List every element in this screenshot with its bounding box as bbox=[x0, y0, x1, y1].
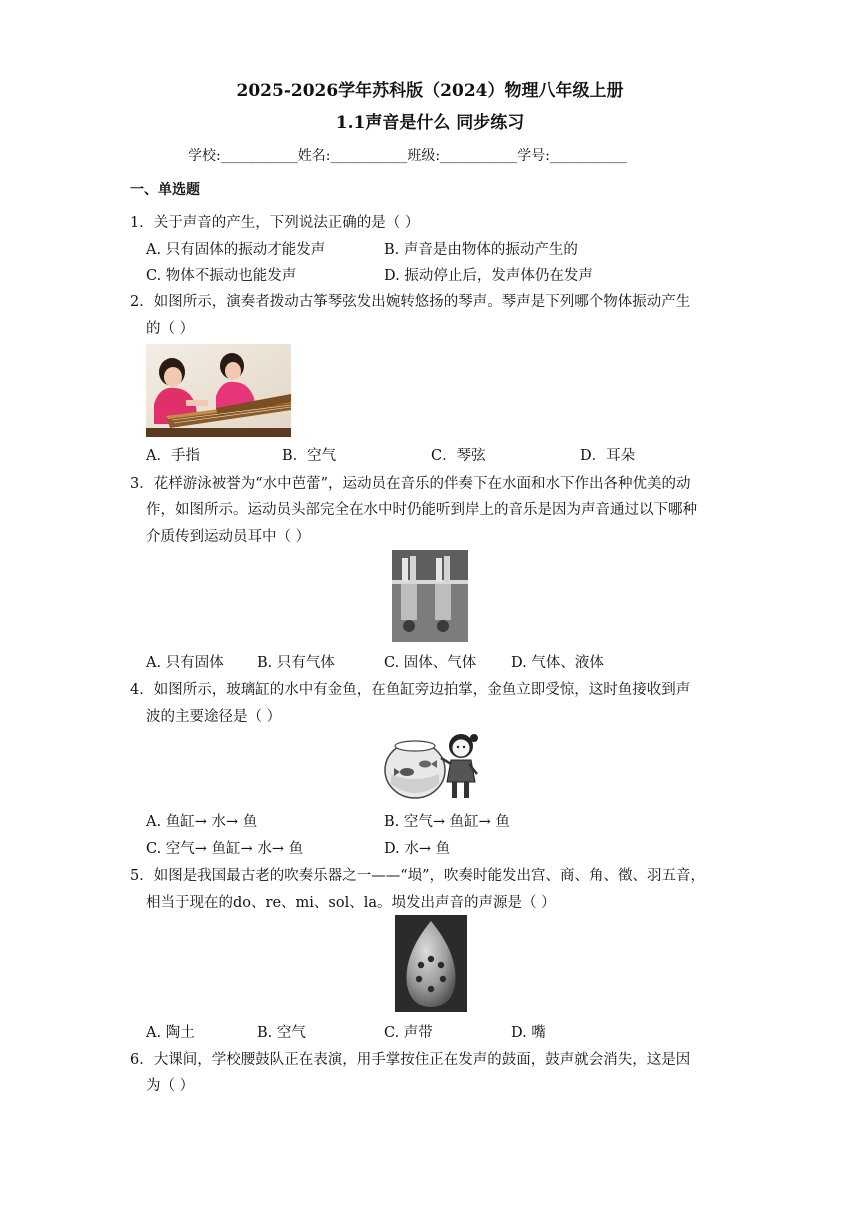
q1-option-b[interactable]: B. 声音是由物体的振动产生的 bbox=[384, 242, 578, 258]
question-6-stem-line1: 6．大课间，学校腰鼓队正在表演，用手掌按住正在发声的鼓面，鼓声就会消失，这是因 bbox=[130, 1052, 691, 1068]
q1-option-a[interactable]: A. 只有固体的振动才能发声 bbox=[146, 242, 326, 258]
q4-option-c[interactable]: C. 空气→ 鱼缸→ 水→ 鱼 bbox=[146, 841, 304, 857]
q4-option-b[interactable]: B. 空气→ 鱼缸→ 鱼 bbox=[384, 814, 510, 830]
q5-option-a[interactable]: A. 陶土 bbox=[146, 1025, 195, 1041]
q2-option-b[interactable]: B．空气 bbox=[282, 448, 337, 464]
q3-option-b[interactable]: B. 只有气体 bbox=[257, 655, 335, 671]
q1-option-d[interactable]: D. 振动停止后，发声体仍在发声 bbox=[384, 268, 593, 284]
question-4-stem-line2: 波的主要途径是（ ） bbox=[146, 709, 282, 725]
q4-option-a[interactable]: A. 鱼缸→ 水→ 鱼 bbox=[146, 814, 258, 830]
student-info-line: 学校:___________姓名:___________班级:___________学号:___________ bbox=[188, 148, 627, 164]
guzheng-players-image bbox=[146, 344, 291, 437]
q3-option-c[interactable]: C. 固体、气体 bbox=[384, 655, 477, 671]
synchronized-swimming-image bbox=[392, 550, 468, 642]
q3-option-a[interactable]: A. 只有固体 bbox=[146, 655, 224, 671]
question-6-stem-line2: 为（ ） bbox=[146, 1078, 195, 1094]
goldfish-bowl-image bbox=[381, 724, 481, 806]
question-3-stem-line1: 3．花样游泳被誉为“水中芭蕾”，运动员在音乐的伴奏下在水面和水下作出各种优美的动 bbox=[130, 476, 691, 492]
question-4-stem-line1: 4．如图所示，玻璃缸的水中有金鱼，在鱼缸旁边拍掌，金鱼立即受惊，这时鱼接收到声 bbox=[130, 682, 691, 698]
q4-option-d[interactable]: D. 水→ 鱼 bbox=[384, 841, 451, 857]
q5-option-b[interactable]: B. 空气 bbox=[257, 1025, 306, 1041]
q5-option-c[interactable]: C. 声带 bbox=[384, 1025, 433, 1041]
question-3-stem-line3: 介质传到运动员耳中（ ） bbox=[146, 529, 311, 545]
q2-option-a[interactable]: A．手指 bbox=[146, 448, 200, 464]
q3-option-d[interactable]: D. 气体、液体 bbox=[511, 655, 604, 671]
question-1-stem: 1．关于声音的产生，下列说法正确的是（ ） bbox=[130, 215, 420, 231]
question-2-stem-line2: 的（ ） bbox=[146, 321, 195, 337]
q5-option-d[interactable]: D. 嘴 bbox=[511, 1025, 546, 1041]
xun-instrument-image bbox=[395, 915, 467, 1012]
question-5-stem-line1: 5．如图是我国最古老的吹奏乐器之一——“埙”，吹奏时能发出宫、商、角、徵、羽五音， bbox=[130, 868, 706, 884]
question-3-stem-line2: 作，如图所示。运动员头部完全在水中时仍能听到岸上的音乐是因为声音通过以下哪种 bbox=[146, 502, 697, 518]
q2-option-d[interactable]: D．耳朵 bbox=[580, 448, 636, 464]
question-2-stem-line1: 2．如图所示，演奏者拨动古筝琴弦发出婉转悠扬的琴声。琴声是下列哪个物体振动产生 bbox=[130, 294, 691, 310]
question-5-stem-line2: 相当于现在的do、re、mi、sol、la。埙发出声音的声源是（ ） bbox=[146, 895, 556, 911]
q2-option-c[interactable]: C．琴弦 bbox=[431, 448, 486, 464]
page-subtitle: 1.1声音是什么 同步练习 bbox=[335, 113, 525, 133]
q1-option-c[interactable]: C. 物体不振动也能发声 bbox=[146, 268, 297, 284]
page-title: 2025-2026学年苏科版（2024）物理八年级上册 bbox=[236, 81, 624, 101]
section-heading: 一、单选题 bbox=[130, 182, 200, 198]
